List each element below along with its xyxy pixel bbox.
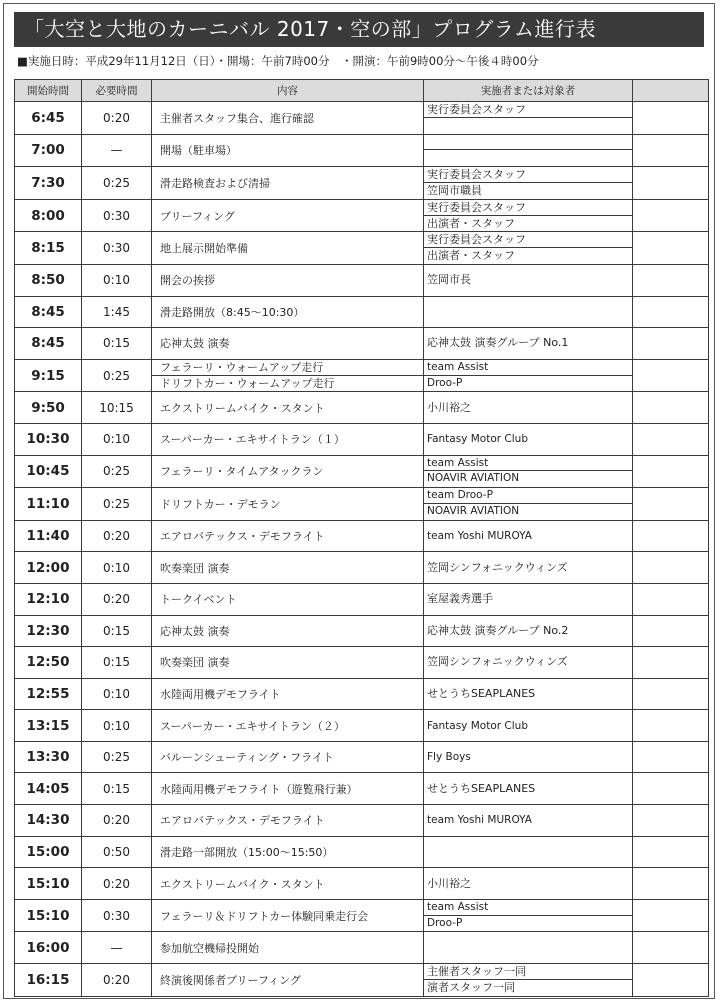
duration: — <box>82 134 152 167</box>
duration: 0:15 <box>82 615 152 647</box>
program-content: 水陸両用機デモフライト（遊覧飛行兼） <box>152 773 424 805</box>
start-time: 8:50 <box>15 264 82 296</box>
performer-name: 笠岡市長 <box>427 273 471 287</box>
program-content: バルーンシューティング・フライト <box>152 741 424 773</box>
performer-name: 出演者・スタッフ <box>427 216 515 230</box>
performer-name <box>424 118 632 134</box>
table-row <box>15 264 709 296</box>
performer-name: NOAVIR AVIATION <box>427 504 520 517</box>
performer-cell <box>424 710 633 742</box>
performer-name: Fly Boys <box>427 751 471 764</box>
start-time: 10:30 <box>15 423 82 455</box>
start-time: 12:00 <box>15 552 82 584</box>
performer-cell <box>424 583 633 615</box>
program-content: 開場（駐車場） <box>152 134 424 167</box>
performer-name: team Droo-P <box>424 488 632 504</box>
notes-cell <box>633 964 709 997</box>
table-row <box>15 199 709 232</box>
duration: — <box>82 932 152 964</box>
program-content: エアロバテックス・デモフライト <box>152 805 424 837</box>
table-row <box>15 488 709 521</box>
program-content: ドリフトカー・デモラン <box>152 488 424 521</box>
duration: 1:45 <box>82 296 152 328</box>
start-time: 15:00 <box>15 836 82 868</box>
table-row <box>15 232 709 265</box>
duration: 0:25 <box>82 741 152 773</box>
table-row <box>15 328 709 360</box>
header-blank <box>633 80 709 102</box>
performer-name <box>424 150 632 166</box>
start-time: 8:00 <box>15 199 82 232</box>
table-row <box>15 520 709 552</box>
notes-cell <box>633 836 709 868</box>
start-time: 10:45 <box>15 455 82 488</box>
duration: 0:20 <box>82 868 152 900</box>
performer-name: Fantasy Motor Club <box>427 433 528 446</box>
performer-name: 小川裕之 <box>427 400 471 414</box>
table-row <box>15 392 709 424</box>
performer-cell <box>424 868 633 900</box>
program-content: 参加航空機帰投開始 <box>152 932 424 964</box>
table-row <box>15 964 709 997</box>
program-content-line: フェラーリ・ウォームアップ走行 <box>152 360 423 376</box>
table-row <box>15 805 709 837</box>
performer-name: 笠岡市職員 <box>427 183 482 197</box>
performer-cell <box>424 520 633 552</box>
start-time: 11:10 <box>15 488 82 521</box>
program-content: フェラーリ・タイムアタックラン <box>152 455 424 488</box>
table-row <box>15 134 709 167</box>
program-content: 終演後関係者ブリーフィング <box>152 964 424 997</box>
performer-cell <box>424 932 633 964</box>
duration: 10:15 <box>82 392 152 424</box>
program-content: エクストリームバイク・スタント <box>152 868 424 900</box>
performer-cell <box>424 741 633 773</box>
performer-name <box>424 135 632 151</box>
notes-cell <box>633 678 709 710</box>
header-performer: 実施者または対象者 <box>424 80 633 102</box>
notes-cell <box>633 583 709 615</box>
performer-cell <box>424 167 633 200</box>
program-content: スーパーカー・エキサイトラン（２） <box>152 710 424 742</box>
start-time: 14:30 <box>15 805 82 837</box>
table-row <box>15 296 709 328</box>
start-time: 8:45 <box>15 296 82 328</box>
notes-cell <box>633 328 709 360</box>
notes-cell <box>633 932 709 964</box>
table-row <box>15 741 709 773</box>
duration: 0:20 <box>82 583 152 615</box>
start-time: 16:15 <box>15 964 82 997</box>
duration: 0:15 <box>82 647 152 679</box>
duration: 0:10 <box>82 552 152 584</box>
performer-name: 実行委員会スタッフ <box>424 232 632 248</box>
table-row <box>15 773 709 805</box>
start-time: 9:50 <box>15 392 82 424</box>
performer-name: せとうちSEAPLANES <box>427 686 536 700</box>
performer-cell <box>424 134 633 167</box>
performer-cell <box>424 678 633 710</box>
table-row <box>15 423 709 455</box>
program-content: トークイベント <box>152 583 424 615</box>
page-title: 「大空と大地のカーニバル 2017・空の部」プログラム進行表 <box>14 12 704 47</box>
notes-cell <box>633 167 709 200</box>
duration: 0:50 <box>82 836 152 868</box>
performer-name: team Assist <box>424 360 632 376</box>
program-content: ブリーフィング <box>152 199 424 232</box>
performer-name: Droo-P <box>427 916 463 929</box>
performer-name: 笠岡シンフォニックウィンズ <box>427 560 568 574</box>
performer-cell <box>424 964 633 997</box>
duration: 0:25 <box>82 455 152 488</box>
performer-cell <box>424 899 633 932</box>
start-time: 12:10 <box>15 583 82 615</box>
table-row <box>15 678 709 710</box>
start-time: 15:10 <box>15 868 82 900</box>
performer-name: NOAVIR AVIATION <box>427 472 520 485</box>
notes-cell <box>633 296 709 328</box>
start-time: 8:45 <box>15 328 82 360</box>
performer-name: team Assist <box>424 456 632 472</box>
duration: 0:25 <box>82 359 152 392</box>
schedule-table <box>14 79 709 997</box>
notes-cell <box>633 520 709 552</box>
program-content: エアロバテックス・デモフライト <box>152 520 424 552</box>
program-content: 応神太鼓 演奏 <box>152 615 424 647</box>
performer-cell <box>424 392 633 424</box>
performer-cell <box>424 232 633 265</box>
notes-cell <box>633 392 709 424</box>
duration: 0:20 <box>82 964 152 997</box>
notes-cell <box>633 264 709 296</box>
performer-cell <box>424 552 633 584</box>
performer-name: 室屋義秀選手 <box>427 592 493 606</box>
performer-name: 出演者・スタッフ <box>427 249 515 263</box>
notes-cell <box>633 710 709 742</box>
performer-name: 笠岡シンフォニックウィンズ <box>427 655 568 669</box>
duration: 0:20 <box>82 520 152 552</box>
performer-name: team Yoshi MUROYA <box>427 530 532 543</box>
start-time: 7:30 <box>15 167 82 200</box>
duration: 0:25 <box>82 167 152 200</box>
performer-name: 演者スタッフ一同 <box>427 980 515 994</box>
performer-cell <box>424 296 633 328</box>
program-content: フェラーリ＆ドリフトカー体験同乗走行会 <box>152 899 424 932</box>
start-time: 16:00 <box>15 932 82 964</box>
performer-cell <box>424 647 633 679</box>
notes-cell <box>633 423 709 455</box>
performer-cell <box>424 199 633 232</box>
performer-cell <box>424 264 633 296</box>
notes-cell <box>633 552 709 584</box>
table-header-row <box>15 80 709 102</box>
notes-cell <box>633 773 709 805</box>
table-row <box>15 710 709 742</box>
program-content: 開会の挨拶 <box>152 264 424 296</box>
duration: 0:15 <box>82 328 152 360</box>
start-time: 12:30 <box>15 615 82 647</box>
notes-cell <box>633 647 709 679</box>
performer-name: Droo-P <box>427 376 463 389</box>
program-content: 滑走路検査および清掃 <box>152 167 424 200</box>
performer-name: 応神太鼓 演奏グループ No.1 <box>427 336 569 350</box>
table-row <box>15 102 709 135</box>
notes-cell <box>633 199 709 232</box>
table-row <box>15 583 709 615</box>
performer-cell <box>424 488 633 521</box>
program-content: 主催者スタッフ集合、進行確認 <box>152 102 424 135</box>
duration: 0:20 <box>82 102 152 135</box>
program-content: エクストリームバイク・スタント <box>152 392 424 424</box>
performer-name: 小川裕之 <box>427 876 471 890</box>
notes-cell <box>633 102 709 135</box>
duration: 0:15 <box>82 773 152 805</box>
performer-cell <box>424 773 633 805</box>
notes-cell <box>633 615 709 647</box>
notes-cell <box>633 134 709 167</box>
program-content: 応神太鼓 演奏 <box>152 328 424 360</box>
program-content: 吹奏楽団 演奏 <box>152 647 424 679</box>
notes-cell <box>633 805 709 837</box>
performer-name: 実行委員会スタッフ <box>424 200 632 216</box>
notes-cell <box>633 899 709 932</box>
duration: 0:20 <box>82 805 152 837</box>
notes-cell <box>633 455 709 488</box>
duration: 0:30 <box>82 899 152 932</box>
schedule-body <box>15 102 709 997</box>
start-time: 13:30 <box>15 741 82 773</box>
performer-cell <box>424 455 633 488</box>
performer-name: 実行委員会スタッフ <box>424 102 632 118</box>
start-time: 13:15 <box>15 710 82 742</box>
performer-name: team Yoshi MUROYA <box>427 814 532 827</box>
duration: 0:10 <box>82 423 152 455</box>
event-info: ■実施日時：平成29年11月12日（日）・開場：午前7時00分 ・開演：午前9時00分～午後４時00分 <box>17 54 539 68</box>
performer-name: 実行委員会スタッフ <box>424 167 632 183</box>
notes-cell <box>633 741 709 773</box>
performer-cell <box>424 805 633 837</box>
start-time: 12:50 <box>15 647 82 679</box>
program-content: スーパーカー・エキサイトラン（１） <box>152 423 424 455</box>
performer-name: team Assist <box>424 900 632 916</box>
table-row <box>15 647 709 679</box>
program-content <box>152 359 424 392</box>
table-row <box>15 932 709 964</box>
program-content: 滑走路一部開放（15:00～15:50） <box>152 836 424 868</box>
performer-cell <box>424 359 633 392</box>
table-row <box>15 359 709 392</box>
table-row <box>15 167 709 200</box>
duration: 0:10 <box>82 264 152 296</box>
performer-name: 主催者スタッフ一同 <box>424 964 632 980</box>
program-content: 吹奏楽団 演奏 <box>152 552 424 584</box>
program-content: 地上展示開始準備 <box>152 232 424 265</box>
duration: 0:30 <box>82 199 152 232</box>
start-time: 14:05 <box>15 773 82 805</box>
header-content: 内容 <box>152 80 424 102</box>
header-duration: 必要時間 <box>82 80 152 102</box>
notes-cell <box>633 359 709 392</box>
table-row <box>15 899 709 932</box>
table-row <box>15 868 709 900</box>
performer-cell <box>424 102 633 135</box>
notes-cell <box>633 488 709 521</box>
table-row <box>15 836 709 868</box>
duration: 0:25 <box>82 488 152 521</box>
notes-cell <box>633 232 709 265</box>
duration: 0:10 <box>82 678 152 710</box>
performer-cell <box>424 836 633 868</box>
start-time: 6:45 <box>15 102 82 135</box>
duration: 0:30 <box>82 232 152 265</box>
start-time: 7:00 <box>15 134 82 167</box>
notes-cell <box>633 868 709 900</box>
performer-cell <box>424 328 633 360</box>
program-content: 滑走路開放（8:45～10:30） <box>152 296 424 328</box>
start-time: 11:40 <box>15 520 82 552</box>
table-row <box>15 615 709 647</box>
start-time: 12:55 <box>15 678 82 710</box>
performer-name: 応神太鼓 演奏グループ No.2 <box>427 623 569 637</box>
duration: 0:10 <box>82 710 152 742</box>
program-content: 水陸両用機デモフライト <box>152 678 424 710</box>
start-time: 15:10 <box>15 899 82 932</box>
header-start-time: 開始時間 <box>15 80 82 102</box>
performer-cell <box>424 423 633 455</box>
table-row <box>15 455 709 488</box>
performer-name: せとうちSEAPLANES <box>427 781 536 795</box>
start-time: 8:15 <box>15 232 82 265</box>
program-content-line: ドリフトカー・ウォームアップ走行 <box>160 376 335 390</box>
performer-cell <box>424 615 633 647</box>
table-row <box>15 552 709 584</box>
start-time: 9:15 <box>15 359 82 392</box>
performer-name: Fantasy Motor Club <box>427 719 528 732</box>
